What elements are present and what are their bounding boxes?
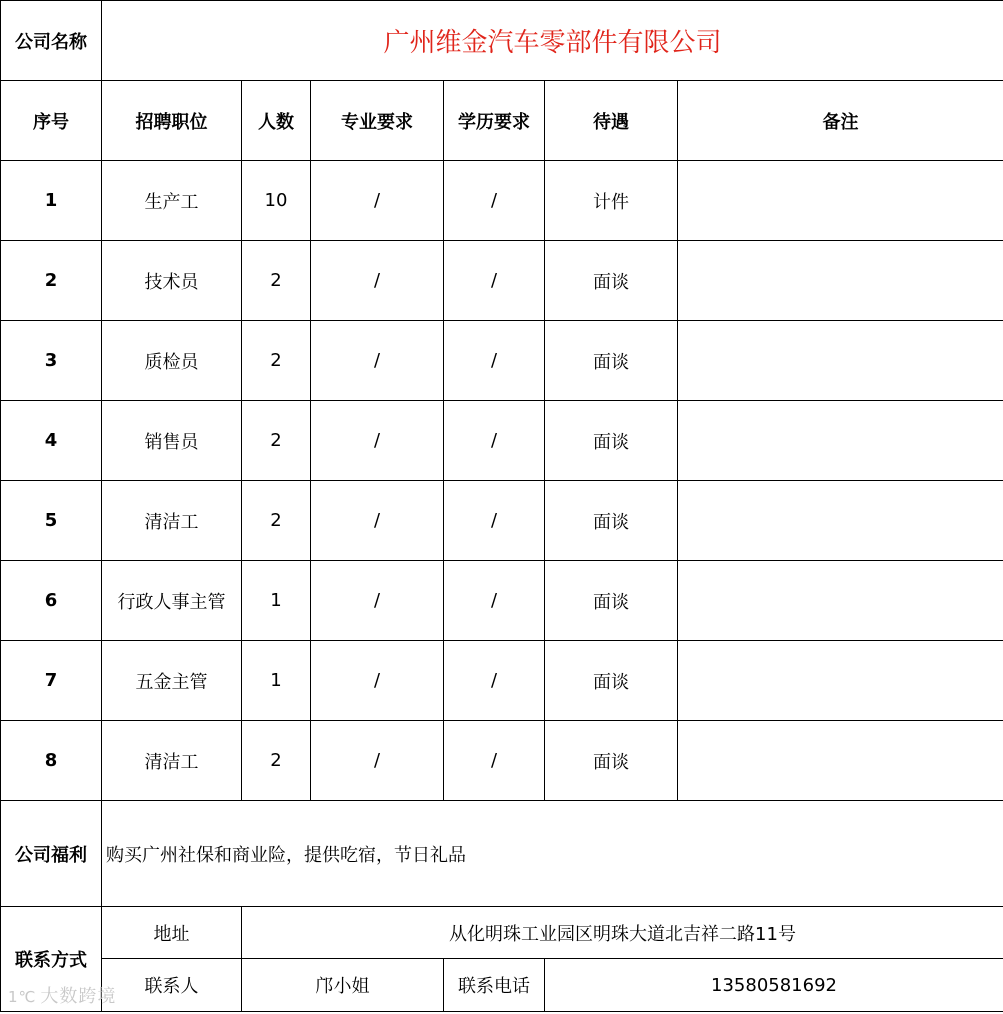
header-education: 学历要求	[444, 81, 545, 161]
row-remark	[678, 641, 1003, 721]
row-remark	[678, 321, 1003, 401]
row-position: 五金主管	[102, 641, 242, 721]
row-pay: 面谈	[545, 641, 678, 721]
row-count: 10	[242, 161, 311, 241]
row-pay: 面谈	[545, 721, 678, 801]
contact-person-value: 邝小姐	[242, 959, 444, 1012]
row-position: 销售员	[102, 401, 242, 481]
row-remark	[678, 721, 1003, 801]
phone-value: 13580581692	[545, 959, 1003, 1012]
row-education: /	[444, 241, 545, 321]
table-row	[1, 641, 1003, 721]
address-value: 从化明珠工业园区明珠大道北吉祥二路11号	[242, 907, 1003, 959]
row-pay: 面谈	[545, 561, 678, 641]
row-education: /	[444, 321, 545, 401]
header-count: 人数	[242, 81, 311, 161]
header-row	[1, 81, 1003, 161]
row-seq: 3	[1, 321, 102, 401]
row-major: /	[311, 641, 444, 721]
row-position: 清洁工	[102, 481, 242, 561]
row-remark	[678, 481, 1003, 561]
company-name-label: 公司名称	[1, 1, 102, 81]
row-position: 生产工	[102, 161, 242, 241]
row-education: /	[444, 721, 545, 801]
row-seq: 7	[1, 641, 102, 721]
row-major: /	[311, 721, 444, 801]
row-seq: 6	[1, 561, 102, 641]
table-row	[1, 481, 1003, 561]
row-major: /	[311, 321, 444, 401]
row-count: 1	[242, 561, 311, 641]
table-row	[1, 401, 1003, 481]
header-position: 招聘职位	[102, 81, 242, 161]
row-education: /	[444, 481, 545, 561]
table-row	[1, 321, 1003, 401]
row-position: 技术员	[102, 241, 242, 321]
welfare-label: 公司福利	[1, 801, 102, 907]
company-row	[1, 1, 1003, 81]
address-row	[1, 907, 1003, 959]
row-major: /	[311, 561, 444, 641]
row-remark	[678, 401, 1003, 481]
row-count: 1	[242, 641, 311, 721]
contact-person-row	[1, 959, 1003, 1012]
header-major: 专业要求	[311, 81, 444, 161]
row-education: /	[444, 161, 545, 241]
row-count: 2	[242, 721, 311, 801]
row-education: /	[444, 641, 545, 721]
header-seq: 序号	[1, 81, 102, 161]
row-pay: 面谈	[545, 481, 678, 561]
company-name: 广州维金汽车零部件有限公司	[102, 1, 1003, 81]
watermark-text: 大数跨境	[40, 986, 117, 1007]
row-count: 2	[242, 241, 311, 321]
watermark	[8, 982, 116, 1008]
header-remark: 备注	[678, 81, 1003, 161]
welfare-text: 购买广州社保和商业险，提供吃宿，节日礼品	[102, 801, 1003, 907]
row-seq: 4	[1, 401, 102, 481]
address-label: 地址	[102, 907, 242, 959]
row-seq: 5	[1, 481, 102, 561]
row-pay: 计件	[545, 161, 678, 241]
row-major: /	[311, 161, 444, 241]
row-seq: 1	[1, 161, 102, 241]
row-major: /	[311, 401, 444, 481]
row-major: /	[311, 481, 444, 561]
row-position: 清洁工	[102, 721, 242, 801]
row-education: /	[444, 561, 545, 641]
row-remark	[678, 241, 1003, 321]
row-seq: 8	[1, 721, 102, 801]
row-count: 2	[242, 481, 311, 561]
row-pay: 面谈	[545, 321, 678, 401]
welfare-row	[1, 801, 1003, 907]
row-pay: 面谈	[545, 401, 678, 481]
watermark-logo: 1℃	[8, 988, 37, 1006]
contact-person-label: 联系人	[102, 959, 242, 1012]
table-row	[1, 561, 1003, 641]
row-seq: 2	[1, 241, 102, 321]
row-position: 行政人事主管	[102, 561, 242, 641]
phone-label: 联系电话	[444, 959, 545, 1012]
row-pay: 面谈	[545, 241, 678, 321]
row-count: 2	[242, 401, 311, 481]
row-education: /	[444, 401, 545, 481]
table-row	[1, 241, 1003, 321]
row-position: 质检员	[102, 321, 242, 401]
contact-label: 联系方式	[1, 907, 102, 1012]
row-count: 2	[242, 321, 311, 401]
header-pay: 待遇	[545, 81, 678, 161]
table-row	[1, 721, 1003, 801]
row-remark	[678, 561, 1003, 641]
row-remark	[678, 161, 1003, 241]
row-major: /	[311, 241, 444, 321]
table-row	[1, 161, 1003, 241]
